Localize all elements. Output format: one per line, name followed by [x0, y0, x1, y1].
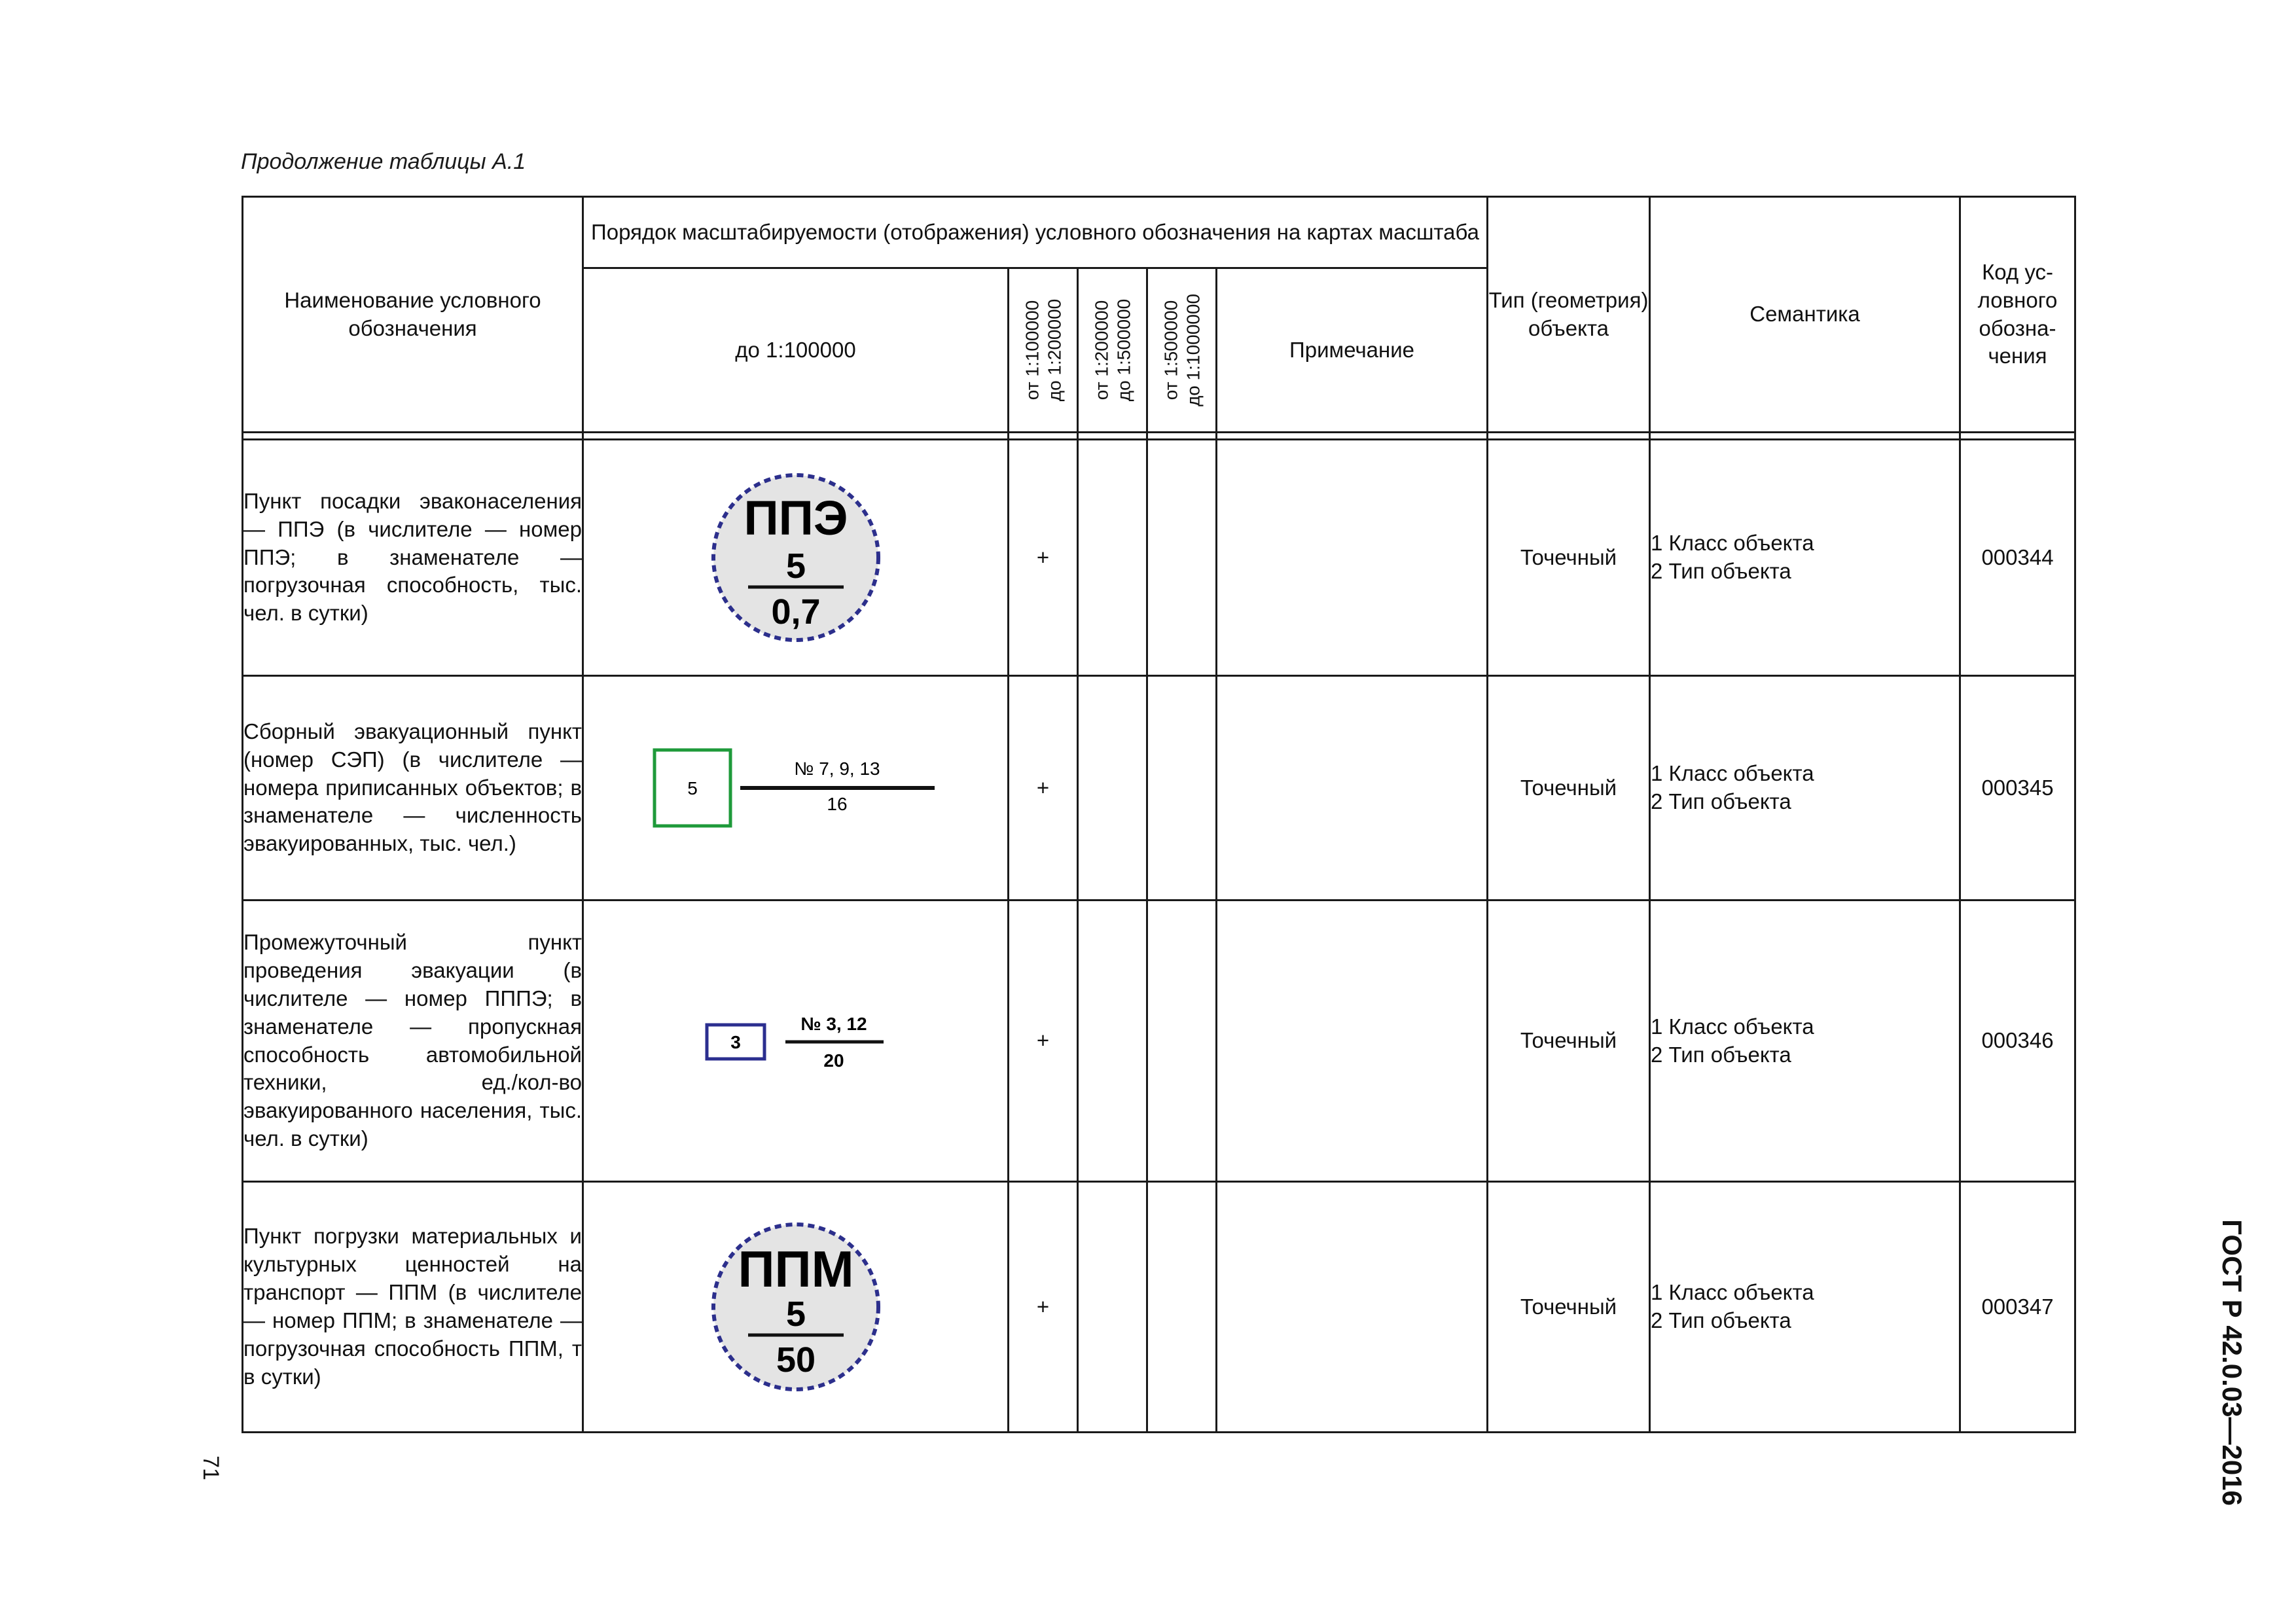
semantics-item: 1 Класс объекта: [1651, 1014, 1814, 1039]
code-cell: 000345: [1960, 676, 2075, 901]
table-row: [243, 901, 2075, 1182]
header-scale-group: Порядок масштабируемости (отображения) условного обозначения на картах масштаба: [583, 197, 1488, 268]
note-cell: [1217, 440, 1488, 676]
type-cell: Точечный: [1488, 1182, 1650, 1433]
row-name: Промежуточный пункт проведения эвакуации (в числителе — номер ПППЭ; в знаменателе — пропускная способность автомобильной техники, ед./кол-во эвакуированного населения, тыс. чел. в сутки): [243, 901, 583, 1182]
scale-2-cell: [1078, 676, 1147, 901]
note-cell: [1217, 901, 1488, 1182]
table-row: [243, 1182, 2075, 1433]
code-cell: 000347: [1960, 1182, 2075, 1433]
scale-1-mark: +: [1009, 1182, 1078, 1433]
code-cell: 000344: [1960, 440, 2075, 676]
type-cell: Точечный: [1488, 901, 1650, 1182]
page-number: 71: [198, 1455, 223, 1480]
symbols-table: [242, 196, 2076, 1433]
table-caption: Продолжение таблицы А.1: [241, 149, 526, 174]
row-name: Пункт погрузки материальных и культурных ценностей на транспорт — ППМ (в числителе — номер ППМ; в знаменателе — погрузочная способность ППМ, т в сутки): [243, 1182, 583, 1433]
standard-designation: ГОСТ Р 42.0.03—2016: [2217, 1219, 2248, 1506]
table-row: [243, 440, 2075, 676]
scale-1-mark: +: [1009, 676, 1078, 901]
scale-3-cell: [1147, 676, 1217, 901]
symbol-numerator: 5: [785, 546, 806, 586]
header-semantics: Семантика: [1650, 197, 1960, 433]
header-name: Наименование условного обозначения: [243, 197, 583, 433]
ppm-symbol: [708, 1219, 884, 1395]
header-scale-3: [1078, 268, 1147, 433]
sep-symbol: [652, 742, 940, 834]
pppe-symbol: [704, 1005, 888, 1077]
header-code: Код ус-ловного обозна-чения: [1960, 197, 2075, 433]
semantics-item: 1 Класс объекта: [1651, 761, 1814, 786]
header-scale-3-text: от 1:200000 до 1:500000: [1090, 298, 1134, 402]
semantics-item: 2 Тип объекта: [1651, 1308, 1791, 1332]
symbol-cell: [583, 1182, 1009, 1433]
semantics-cell: [1650, 901, 1960, 1182]
scale-2-cell: [1078, 901, 1147, 1182]
symbol-cell: [583, 676, 1009, 901]
type-cell: Точечный: [1488, 676, 1650, 901]
header-scale-1: до 1:100000: [583, 268, 1009, 433]
header-scale-4: [1147, 268, 1217, 433]
row-name: Пункт посадки эваконаселения — ППЭ (в числителе — номер ППЭ; в знаменателе — погрузочная способность, тыс. чел. в сутки): [243, 440, 583, 676]
symbol-label: ППМ: [737, 1240, 854, 1298]
scale-1-mark: +: [1009, 901, 1078, 1182]
symbol-denominator: 16: [826, 794, 848, 814]
scale-1-mark: +: [1009, 440, 1078, 676]
row-name: Сборный эвакуационный пункт (номер СЭП) (в числителе — номера приписанных объектов; в знаменателе — численность эвакуированных, тыс. чел.): [243, 676, 583, 901]
symbol-numerator: № 3, 12: [800, 1013, 867, 1034]
header-separator: [243, 433, 2075, 440]
semantics-cell: [1650, 676, 1960, 901]
semantics-item: 2 Тип объекта: [1651, 1042, 1791, 1067]
symbol-numerator: № 7, 9, 13: [793, 758, 880, 779]
note-cell: [1217, 1182, 1488, 1433]
scale-3-cell: [1147, 1182, 1217, 1433]
semantics-item: 2 Тип объекта: [1651, 559, 1791, 583]
symbol-denominator: 0,7: [770, 592, 821, 632]
scale-3-cell: [1147, 440, 1217, 676]
symbol-denominator: 50: [776, 1340, 816, 1380]
semantics-item: 1 Класс объекта: [1651, 1280, 1814, 1305]
note-cell: [1217, 676, 1488, 901]
header-scale-4-text: от 1:500000 до 1:1000000: [1160, 293, 1203, 407]
scale-2-cell: [1078, 1182, 1147, 1433]
table-row: [243, 676, 2075, 901]
semantics-item: 2 Тип объекта: [1651, 789, 1791, 813]
symbol-box-number: 3: [730, 1031, 741, 1052]
semantics-cell: [1650, 440, 1960, 676]
semantics-item: 1 Класс объекта: [1651, 531, 1814, 556]
symbol-cell: [583, 901, 1009, 1182]
type-cell: Точечный: [1488, 440, 1650, 676]
header-note: Примечание: [1217, 268, 1488, 433]
ppe-symbol: [708, 469, 884, 646]
code-cell: 000346: [1960, 901, 2075, 1182]
header-scale-2: [1009, 268, 1078, 433]
header-type: Тип (геометрия) объекта: [1488, 197, 1650, 433]
symbol-label: ППЭ: [743, 491, 848, 545]
scale-2-cell: [1078, 440, 1147, 676]
symbol-box-number: 5: [687, 778, 698, 798]
symbol-denominator: 20: [823, 1050, 844, 1071]
symbol-numerator: 5: [785, 1294, 806, 1334]
symbol-cell: [583, 440, 1009, 676]
header-scale-2-text: от 1:100000 до 1:200000: [1021, 298, 1064, 402]
scale-3-cell: [1147, 901, 1217, 1182]
semantics-cell: [1650, 1182, 1960, 1433]
